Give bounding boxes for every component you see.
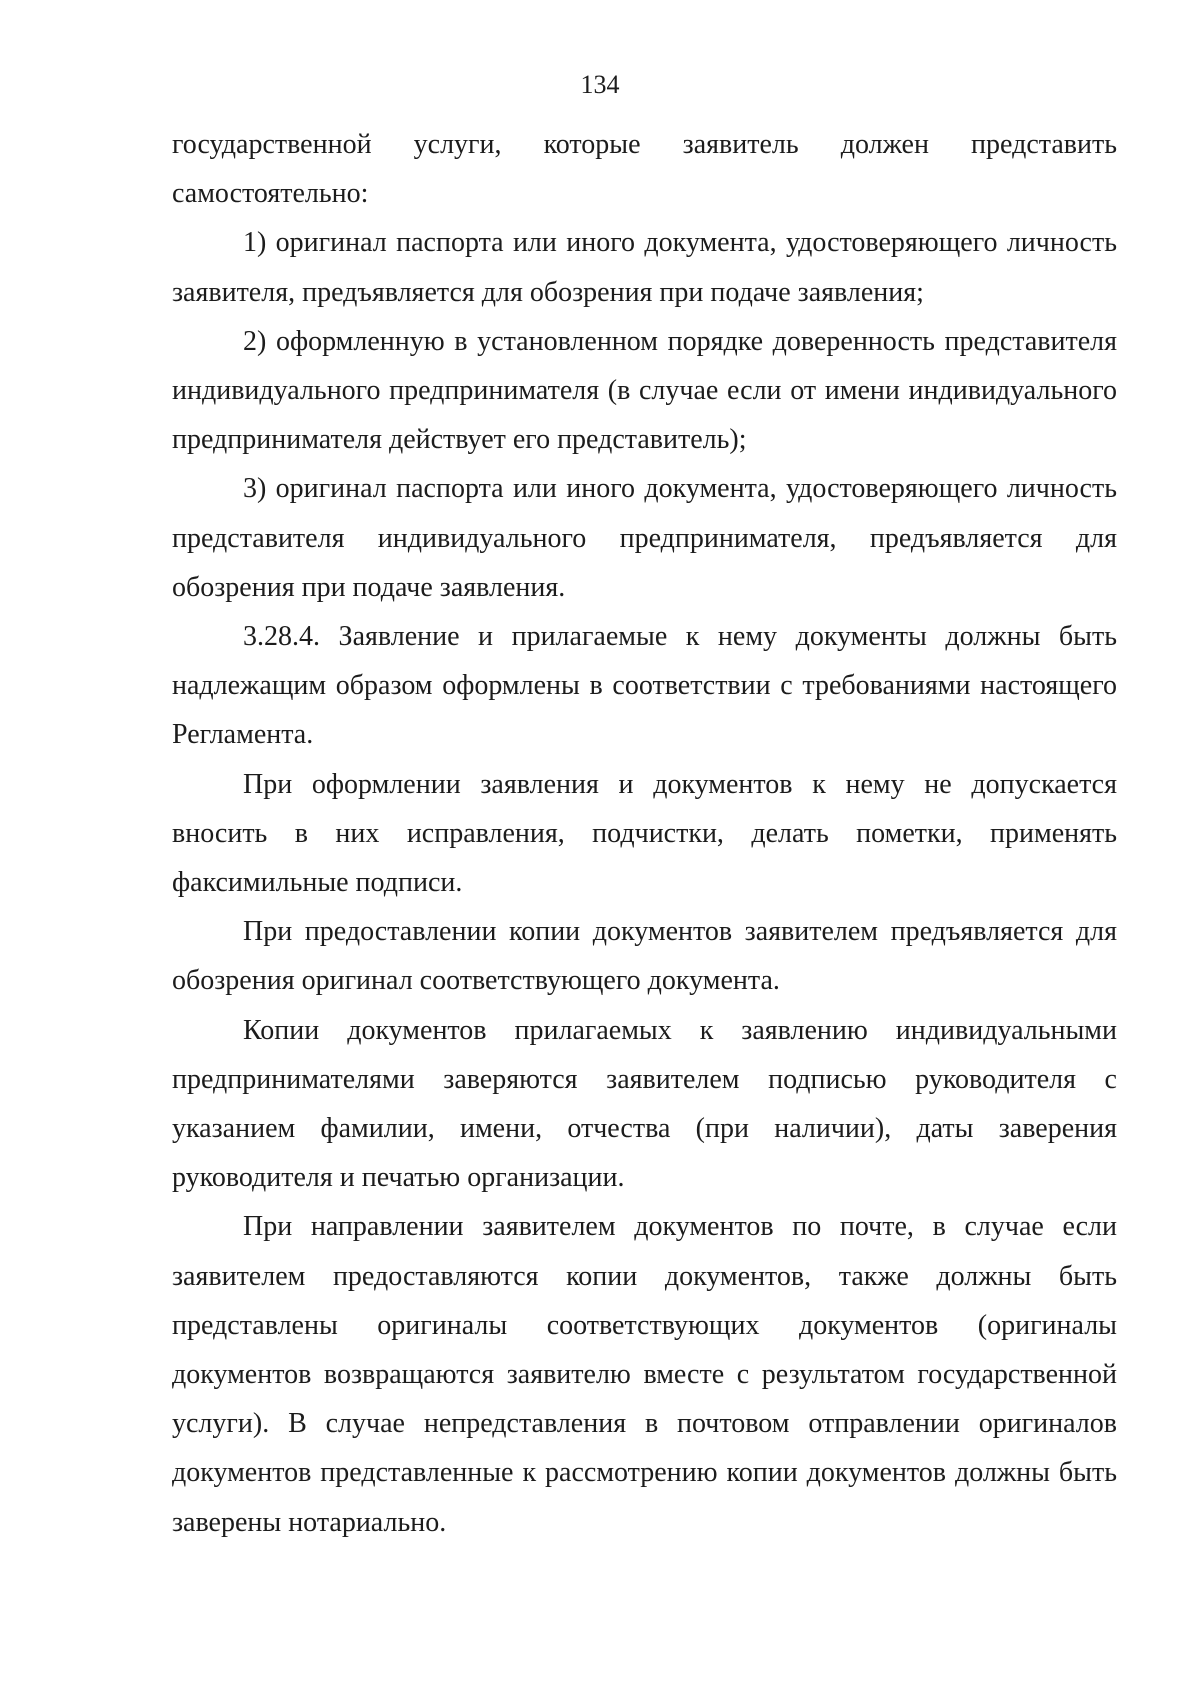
body-text (172, 120, 1117, 1547)
paragraph-continuation: государственной услуги, которые заявитель должен представить самостоятельно: (172, 129, 1117, 210)
list-item-1: 1) оригинал паспорта или иного документа, удостоверяющего личность заявителя, предъявляется для обозрения при подаче заявления; (172, 227, 1117, 308)
paragraph-copies-certification: Копии документов прилагаемых к заявлению индивидуальными предпринимателями заверяются заявителем подписью руководителя с указанием фамилии, имени, отчества (при наличии), даты заверения руководителя и печатью организации. (172, 1014, 1117, 1194)
clause-3-28-4: 3.28.4. Заявление и прилагаемые к нему документы должны быть надлежащим образом оформлены в соответствии с требованиями настоящего Регламента. (172, 621, 1117, 751)
list-item-2: 2) оформленную в установленном порядке доверенность представителя индивидуального предпринимателя (в случае если от имени индивидуального предпринимателя действует его представитель); (172, 325, 1117, 456)
paragraph-copies-originals: При предоставлении копии документов заявителем предъявляется для обозрения оригинал соответствующего документа. (172, 916, 1117, 997)
page-number: 134 (580, 70, 620, 99)
list-item-3: 3) оригинал паспорта или иного документа, удостоверяющего личность представителя индивидуального предпринимателя, предъявляется для обозрения при подаче заявления. (172, 473, 1117, 603)
paragraph-postal-submission: При направлении заявителем документов по почте, в случае если заявителем предоставляются копии документов, также должны быть представлены оригиналы соответствующих документов (оригиналы документов возвращаются заявителю вместе с результатом государственной услуги). В случае непредставления в почтовом отправлении оригиналов документов представленные к рассмотрению копии документов должны быть заверены нотариально. (172, 1211, 1117, 1538)
paragraph-corrections: При оформлении заявления и документов к нему не допускается вносить в них исправления, подчистки, делать пометки, применять факсимильные подписи. (172, 768, 1117, 899)
